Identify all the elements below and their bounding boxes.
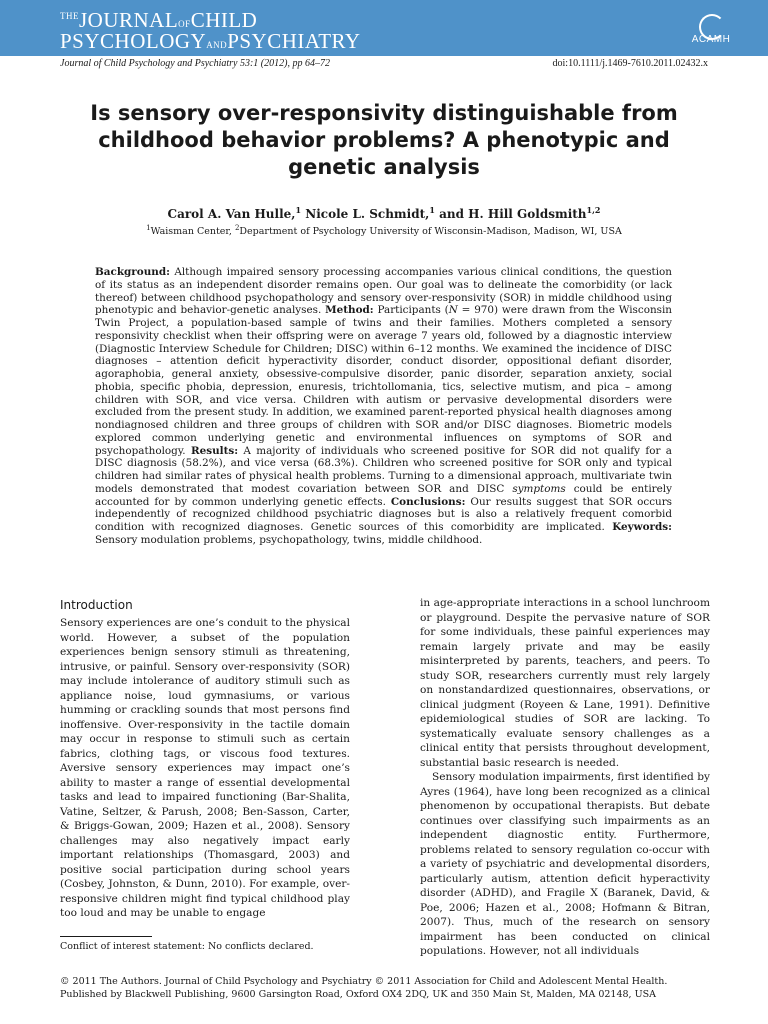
masthead-of: OF (178, 19, 191, 29)
abstract (95, 266, 672, 547)
abstract-results-label: Results: (190, 444, 239, 457)
affil-2-text: Department of Psychology University of Wisconsin-Madison, Madison, WI, USA (239, 226, 622, 238)
masthead-the: THE (60, 11, 79, 21)
author-2-affil: 1 (429, 205, 435, 215)
intro-paragraph-1-continued: in age-appropriate interactions in a school lunchroom or playground. Despite the pervasive nature of SOR for some individuals, these painful experiences may remain largely private and may be easily misinterpreted by parents, teachers, and peers. To study SOR, researchers currently must rely largely on nonstandardized questionnaires, observations, or clinical judgment (Royeen & Lane, 1991). Definitive epidemiological studies of SOR are lacking. To systematically evaluate sensory challenges as a clinical entity that persists throughout development, substantial basic research is needed. (420, 597, 710, 769)
journal-masthead (60, 10, 361, 52)
journal-header-bar (0, 0, 768, 56)
copyright-notice: © 2011 The Authors. Journal of Child Psychology and Psychiatry © 2011 Association for Child and Adolescent Mental Health. Published by Blackwell Publishing, 9600 Garsington Road, Oxford OX4 2DQ, UK and 350 Main St, Malden, MA 02148, USA (60, 976, 668, 1000)
footnote-divider (60, 936, 152, 937)
author-3-affil: 1,2 (586, 205, 601, 215)
abstract-conclusions-label: Conclusions: (390, 495, 466, 508)
affil-1-mark: 1 (146, 224, 151, 232)
conflict-of-interest-footnote: Conflict of interest statement: No conflicts declared. (60, 941, 314, 952)
abstract-method-n: N (448, 304, 458, 317)
abstract-background-label: Background: (95, 266, 170, 278)
masthead-journal: JOURNAL (79, 8, 179, 32)
introduction-heading: Introduction (60, 598, 133, 612)
doi-link[interactable]: doi:10.1111/j.1469-7610.2011.02432.x (552, 58, 708, 69)
masthead-and: AND (206, 40, 228, 50)
masthead-line-2 (60, 31, 361, 52)
author-1-affil: 1 (295, 205, 302, 215)
body-column-right (420, 596, 710, 959)
author-2: Nicole L. Schmidt, (305, 207, 430, 221)
intro-paragraph-1: Sensory experiences are one’s conduit to the physical world. However, a subset of the population experiences benign sensory stimuli as threatening, intrusive, or painful. Sensory over-responsivity (SOR) may include intolerance of auditory stimuli such as appliance noise, loud gymnasiums, or various humming or crackling sounds that most persons find inoffensive. Over-responsivity in the tactile domain may occur in response to stimuli such as certain fabrics, clothing tags, or viscous food textures. Aversive sensory experiences may impact one’s ability to master a range of essential developmental tasks and lead to impaired functioning (Bar-Shalita, Vatine, Seltzer, & Parush, 2008; Ben-Sasson, Carter, & Briggs-Gowan, 2009; Hazen et al., 2008). Sensory challenges may also negatively impact early important relationships (Thomasgard, 2003) and positive social participation during school years (Cosbey, Johnston, & Dunn, 2010). For example, over-responsive children might find typical childhood play too loud and may be unable to engage (60, 617, 350, 919)
masthead-line-1 (60, 10, 361, 31)
masthead-child: CHILD (190, 8, 258, 32)
abstract-background: Although impaired sensory processing accompanies various clinical conditions, the question of its status as an independent disorder remains open. Our goal was to delineate the comorbidity (or lack thereof) between childhood psychopathology and sensory over-responsivity (SOR) in middle childhood using phenotypic and behavior-genetic analyses. (95, 266, 672, 317)
author-and: and (439, 207, 464, 221)
abstract-results-a: A majority of individuals who screened positive for SOR did not qualify for a DISC diagnosis (58.2%), and vice versa (68.3%). Children who screened positive for SOR only and typical children had similar rates of physical health problems. Turning to a dimensional approach, multivariate twin models demonstrated that modest covariation between SOR and DISC (95, 444, 672, 495)
abstract-conclusions: Our results suggest that SOR occurs independently of recognized childhood psychiatric diagnoses but is also a relatively frequent comorbid condition with recognized diagnoses. Genetic sources of this comorbidity are implicated. (95, 495, 673, 533)
abstract-method-label: Method: (325, 304, 374, 317)
acamh-logo (690, 14, 732, 48)
abstract-results-italic: symptoms (512, 482, 566, 495)
affil-1-text: Waisman Center, (150, 226, 235, 238)
abstract-results-b: could be entirely accounted for by common underlying genetic effects. (95, 482, 672, 508)
author-1: Carol A. Van Hulle, (167, 207, 296, 221)
masthead-psychology: PSYCHOLOGY (60, 29, 207, 53)
article-title: Is sensory over-responsivity distinguishable from childhood behavior problems? A phenotypic and genetic analysis (90, 101, 678, 179)
body-column-left (60, 598, 350, 921)
masthead-psychiatry: PSYCHIATRY (227, 29, 361, 53)
intro-paragraph-2: Sensory modulation impairments, first identified by Ayres (1964), have long been recognized as a clinical phenomenon by occupational therapists. But debate continues over classifying such impairments as an independent diagnostic entity. Furthermore, problems related to sensory regulation co-occur with a variety of psychiatric and developmental disorders, particularly autism, attention deficit hyperactivity disorder (ADHD), and Fragile X (Baranek, David, & Poe, 2006; Hazen et al., 2008; Hofmann & Bitran, 2007). Thus, much of the research on sensory impairment has been conducted on clinical populations. However, not all individuals (420, 771, 710, 957)
abstract-method-a: Participants ( (377, 304, 449, 317)
abstract-keywords: Sensory modulation problems, psychopathology, twins, middle childhood. (95, 533, 483, 546)
abstract-method-b: = 970) were drawn from the Wisconsin Twin Project, a population-based sample of twins and their families. Mothers completed a sensory responsivity checklist when their offspring were on average 7 years old, followed by a diagnostic interview (Diagnostic Interview Schedule for Children; DISC) within 6–12 months. We examined the incidence of DISC diagnoses – attention deficit hyperactivity disorder, conduct disorder, oppositional defiant disorder, agoraphobia, general anxiety, obsessive-compulsive disorder, panic disorder, separation anxiety, social phobia, specific phobia, depression, enuresis, trichtollomania, tics, selective mutism, and pica – among children with SOR, and vice versa. Children with autism or pervasive developmental disorders were excluded from the present study. In addition, we examined parent-reported physical health diagnoses among nondiagnosed children and three groups of children with SOR and/or DISC diagnoses. Biometric models explored common underlying genetic and environmental influences on symptoms of SOR and psychopathology. (95, 304, 672, 457)
journal-citation: Journal of Child Psychology and Psychiatry 53:1 (2012), pp 64–72 (60, 58, 330, 69)
abstract-keywords-label: Keywords: (612, 521, 672, 533)
affil-2-mark: 2 (234, 224, 240, 232)
affiliations (60, 224, 708, 237)
acamh-logo-text: ACAMH (691, 34, 731, 45)
author-3: H. Hill Goldsmith (468, 207, 587, 221)
author-list (60, 205, 708, 221)
